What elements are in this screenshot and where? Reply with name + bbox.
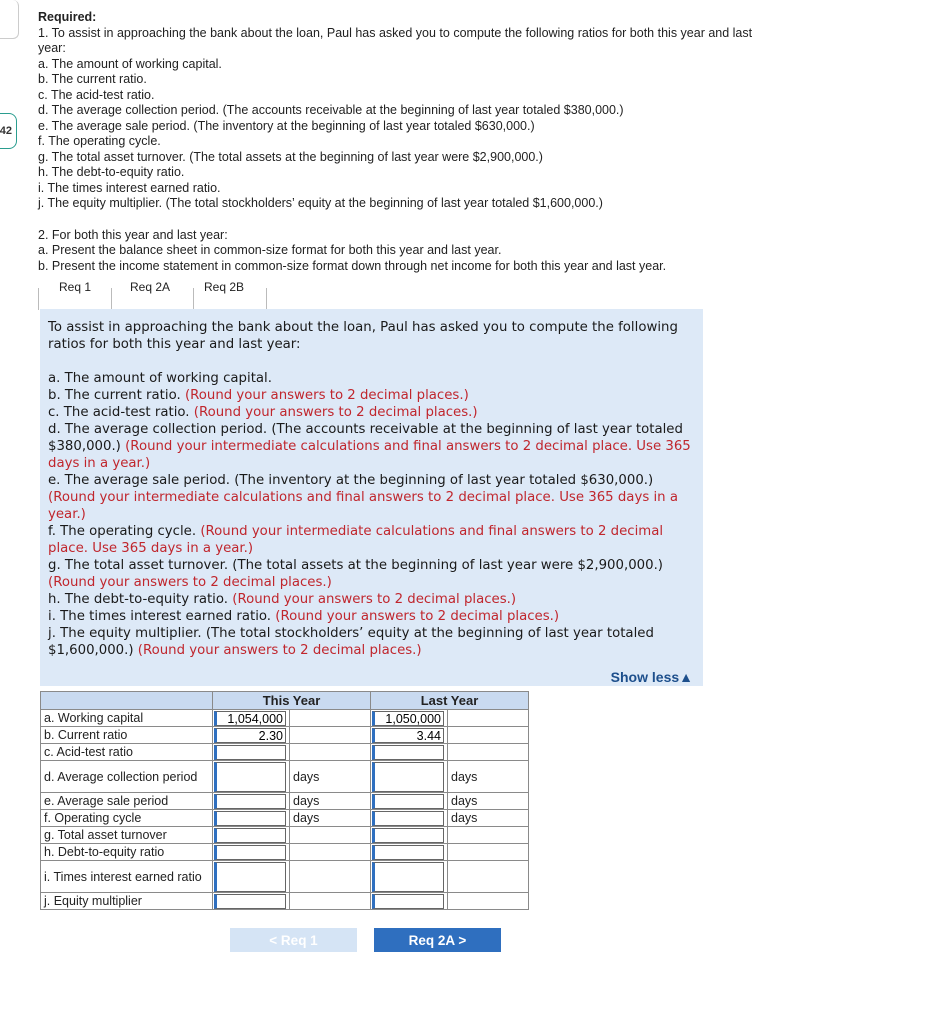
prev-req-button[interactable]: < Req 1 [230,928,357,952]
panel-line-text: b. The current ratio. [48,388,181,403]
table-row [41,710,529,727]
required-item: b. The current ratio. [38,72,147,86]
panel-line-note: (Round your intermediate calculations and final answers to 2 decimal place. Use 365 days in a year.) [48,490,678,522]
question-number-badge[interactable]: 42 [0,113,17,149]
panel-line [48,387,695,404]
panel-line-note: (Round your intermediate calculations and final answers to 2 decimal place. Use 365 days in a year.) [48,524,664,556]
required-intro: 1. To assist in approaching the bank about the loan, Paul has asked you to compute the following ratios for both this year and last year: [38,25,753,55]
panel-line [48,370,695,387]
last-year-input[interactable] [372,894,444,909]
unit-label: days [290,793,371,810]
panel-line-note: (Round your answers to 2 decimal places.) [193,405,478,420]
unit-label [448,861,529,893]
unit-label [448,744,529,761]
table-row [41,727,529,744]
last-year-input[interactable] [372,745,444,760]
panel-line-text: e. The average sale period. (The inventory at the beginning of last year totaled $630,000.) [48,473,654,488]
header-last-year: Last Year [371,692,529,710]
this-year-input[interactable] [214,745,286,760]
panel-line-text: i. The times interest earned ratio. [48,609,272,624]
required-item: c. The acid-test ratio. [38,87,155,102]
instructions-panel [40,309,703,686]
requirement-tabs [38,280,708,310]
panel-line [48,608,695,625]
unit-label [448,727,529,744]
panel-line [48,523,695,557]
table-row [41,844,529,861]
part2-items [38,243,758,274]
show-less-button[interactable]: Show less▲ [610,669,693,685]
row-label: j. Equity multiplier [41,893,213,910]
unit-label: days [290,810,371,827]
panel-line-text: h. The debt-to-equity ratio. [48,592,229,607]
table-row [41,893,529,910]
this-year-input[interactable] [214,828,286,843]
unit-label [448,844,529,861]
part2-intro: 2. For both this year and last year: [38,227,228,242]
required-heading: Required: [38,10,97,24]
row-label: g. Total asset turnover [41,827,213,844]
row-label: h. Debt-to-equity ratio [41,844,213,861]
this-year-input[interactable] [214,845,286,860]
table-row [41,744,529,761]
table-row [41,861,529,893]
header-blank [41,692,213,710]
unit-label [290,893,371,910]
last-year-input[interactable] [372,762,444,792]
unit-label [448,893,529,910]
required-item: f. The operating cycle. [38,134,161,148]
required-item: g. The total asset turnover. (The total assets at the beginning of last year were $2,900,000.) [38,149,543,164]
last-year-input[interactable] [372,845,444,860]
unit-label: days [448,793,529,810]
row-label: e. Average sale period [41,793,213,810]
header-this-year: This Year [213,692,371,710]
unit-label: days [448,810,529,827]
panel-line [48,557,695,591]
panel-line-text: j. The equity multiplier. (The total stockholders’ equity at the beginning of last year totaled $1,600,000.) [48,626,654,658]
row-label: f. Operating cycle [41,810,213,827]
panel-line [48,472,695,523]
unit-label [290,844,371,861]
panel-line-note: (Round your answers to 2 decimal places.) [184,388,469,403]
required-item: d. The average collection period. (The accounts receivable at the beginning of last year totaled $380,000.) [38,103,624,117]
unit-label [290,744,371,761]
panel-line-note: (Round your answers to 2 decimal places.) [137,643,422,658]
panel-line-note: (Round your answers to 2 decimal places.) [275,609,560,624]
panel-line [48,421,695,472]
this-year-input[interactable] [214,811,286,826]
this-year-input[interactable] [214,762,286,792]
next-req-button[interactable]: Req 2A > [374,928,501,952]
panel-line-text: f. The operating cycle. [48,524,197,539]
panel-line-text: c. The acid-test ratio. [48,405,190,420]
required-item: j. The equity multiplier. (The total stockholders’ equity at the beginning of last year totaled $1,600,000.) [38,196,603,210]
unit-label [448,710,529,727]
unit-label [448,827,529,844]
required-item: e. The average sale period. (The inventory at the beginning of last year totaled $630,000.) [38,118,535,133]
this-year-input[interactable] [214,728,286,743]
this-year-input[interactable] [214,894,286,909]
required-item: i. The times interest earned ratio. [38,180,221,195]
panel-line-note: (Round your answers to 2 decimal places.) [48,575,332,590]
this-year-input[interactable] [214,794,286,809]
panel-line [48,591,695,608]
table-row [41,793,529,810]
row-label: b. Current ratio [41,727,213,744]
panel-line [48,404,695,421]
last-year-input[interactable] [372,711,444,726]
side-tab-top [0,0,19,39]
last-year-input[interactable] [372,828,444,843]
panel-line-text: d. The average collection period. (The accounts receivable at the beginning of last year totaled $380,000.) [48,422,683,454]
panel-line-note: (Round your intermediate calculations and final answers to 2 decimal place. Use 365 days in a year.) [48,439,691,471]
panel-line-text: a. The amount of working capital. [48,371,272,386]
required-items [38,57,758,212]
part2-item: b. Present the income statement in common-size format down through net income for both this year and last year. [38,258,667,273]
table-row [41,761,529,793]
unit-label [290,727,371,744]
required-item: h. The debt-to-equity ratio. [38,165,185,179]
panel-line-text: g. The total asset turnover. (The total assets at the beginning of last year were $2,900,000.) [48,558,663,573]
requirements-text [38,10,758,274]
tab-req-1[interactable]: Req 1 [38,288,112,310]
panel-line-note: (Round your answers to 2 decimal places.) [232,592,517,607]
row-label: i. Times interest earned ratio [41,861,213,893]
row-label: d. Average collection period [41,761,213,793]
part2-item: a. Present the balance sheet in common-size format for both this year and last year. [38,243,502,257]
panel-intro: To assist in approaching the bank about the loan, Paul has asked you to compute the following ratios for both this year and last year: [48,320,678,352]
last-year-input[interactable] [372,794,444,809]
unit-label: days [448,761,529,793]
row-label: a. Working capital [41,710,213,727]
this-year-input[interactable] [214,711,286,726]
answer-table [40,691,529,910]
unit-label [290,861,371,893]
tab-req-2a[interactable]: Req 2A [118,288,194,310]
panel-lines [48,370,695,659]
unit-label [290,710,371,727]
tab-req-2b[interactable]: Req 2B [198,288,267,310]
last-year-input[interactable] [372,811,444,826]
table-row [41,827,529,844]
unit-label [290,827,371,844]
last-year-input[interactable] [372,728,444,743]
table-row [41,810,529,827]
panel-line [48,625,695,659]
row-label: c. Acid-test ratio [41,744,213,761]
required-item: a. The amount of working capital. [38,56,222,71]
this-year-input[interactable] [214,862,286,892]
last-year-input[interactable] [372,862,444,892]
unit-label: days [290,761,371,793]
